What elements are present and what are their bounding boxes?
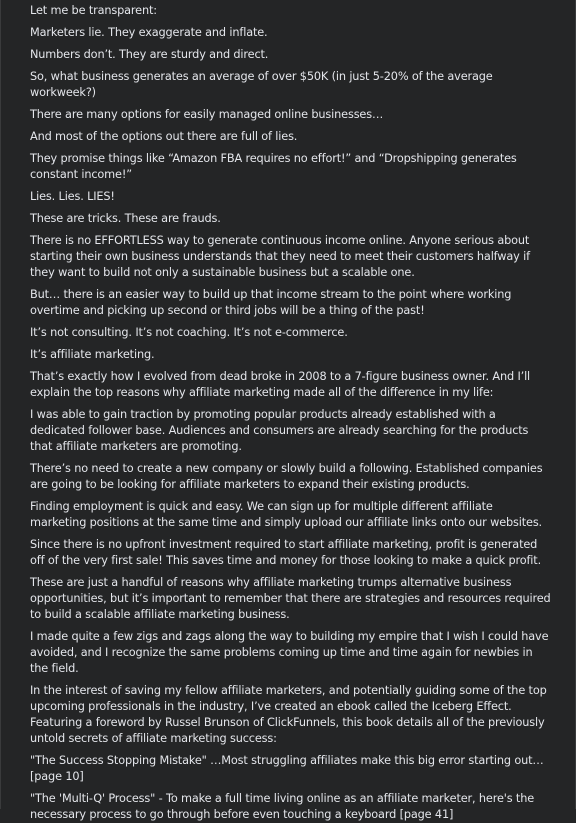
- post-paragraph: Marketers lie. They exaggerate and inflate.: [30, 26, 268, 39]
- post-paragraph: Numbers don’t. They are sturdy and direct.: [30, 48, 269, 61]
- post-paragraph: There are many options for easily managed online businesses…: [30, 108, 384, 121]
- post-paragraph: In the interest of saving my fellow affiliate marketers, and potentially guiding some of the top upcoming professionals in the industry, I’ve created an ebook called the Iceberg Effect. Featuring a foreword by Russel Brunson of ClickFunnels, this book details all of the previously untold secrets of affiliate marketing success:: [30, 684, 547, 745]
- post-paragraph: Lies. Lies. LIES!: [30, 190, 115, 203]
- post-paragraph: There is no EFFORTLESS way to generate continuous income online. Anyone serious about starting their own business understands that they need to meet their customers halfway if they want to build not only a sustainable business but a scalable one.: [30, 234, 530, 279]
- post-paragraph: It’s not consulting. It’s not coaching. It’s not e-commerce.: [30, 326, 348, 339]
- post-paragraph: Since there is no upfront investment required to start affiliate marketing, profit is generated off of the very first sale! This saves time and money for those looking to make a quick profit.: [30, 538, 542, 567]
- post-paragraph: I was able to gain traction by promoting popular products already established with a dedicated follower base. Audiences and consumers are already searching for the products that affiliate marketers are promoting.: [30, 408, 529, 453]
- post-paragraph: There’s no need to create a new company or slowly build a following. Established companies are going to be looking for affiliate marketers to expand their existing products.: [30, 462, 543, 491]
- post-paragraph: I made quite a few zigs and zags along the way to building my empire that I wish I could have avoided, and I recognize the same problems coming up time and time again for newbies in the field.: [30, 630, 549, 675]
- post-paragraph: They promise things like “Amazon FBA requires no effort!” and “Dropshipping generates constant income!”: [30, 152, 517, 181]
- post-body: [1, 0, 575, 823]
- post-paragraph: So, what business generates an average of over $50K (in just 5-20% of the average workweek?): [30, 70, 493, 99]
- post-paragraph: And most of the options out there are full of lies.: [30, 130, 298, 143]
- post-paragraph: That’s exactly how I evolved from dead broke in 2008 to a 7-figure business owner. And I’ll explain the top reasons why affiliate marketing made all of the difference in my life:: [30, 370, 531, 399]
- post-paragraph: Finding employment is quick and easy. We can sign up for multiple different affiliate marketing positions at the same time and simply upload our affiliate links onto our websites.: [30, 500, 542, 529]
- post-paragraph: "The Success Stopping Mistake" …Most struggling affiliates make this big error starting out… [page 10]: [30, 754, 544, 783]
- post-paragraph: It’s affiliate marketing.: [30, 348, 155, 361]
- post-paragraph: These are tricks. These are frauds.: [30, 212, 221, 225]
- post-paragraph: Let me be transparent:: [30, 4, 157, 17]
- post-paragraph: But… there is an easier way to build up that income stream to the point where working overtime and picking up second or third jobs will be a thing of the past!: [30, 288, 512, 317]
- post-paragraph: "The 'Multi-Q' Process" - To make a full time living online as an affiliate marketer, here's the necessary process to go through before even touching a keyboard [page 41]: [30, 792, 535, 821]
- post-paragraph: These are just a handful of reasons why affiliate marketing trumps alternative business opportunities, but it’s important to remember that there are strategies and resources required to build a scalable affiliate marketing business.: [30, 576, 551, 621]
